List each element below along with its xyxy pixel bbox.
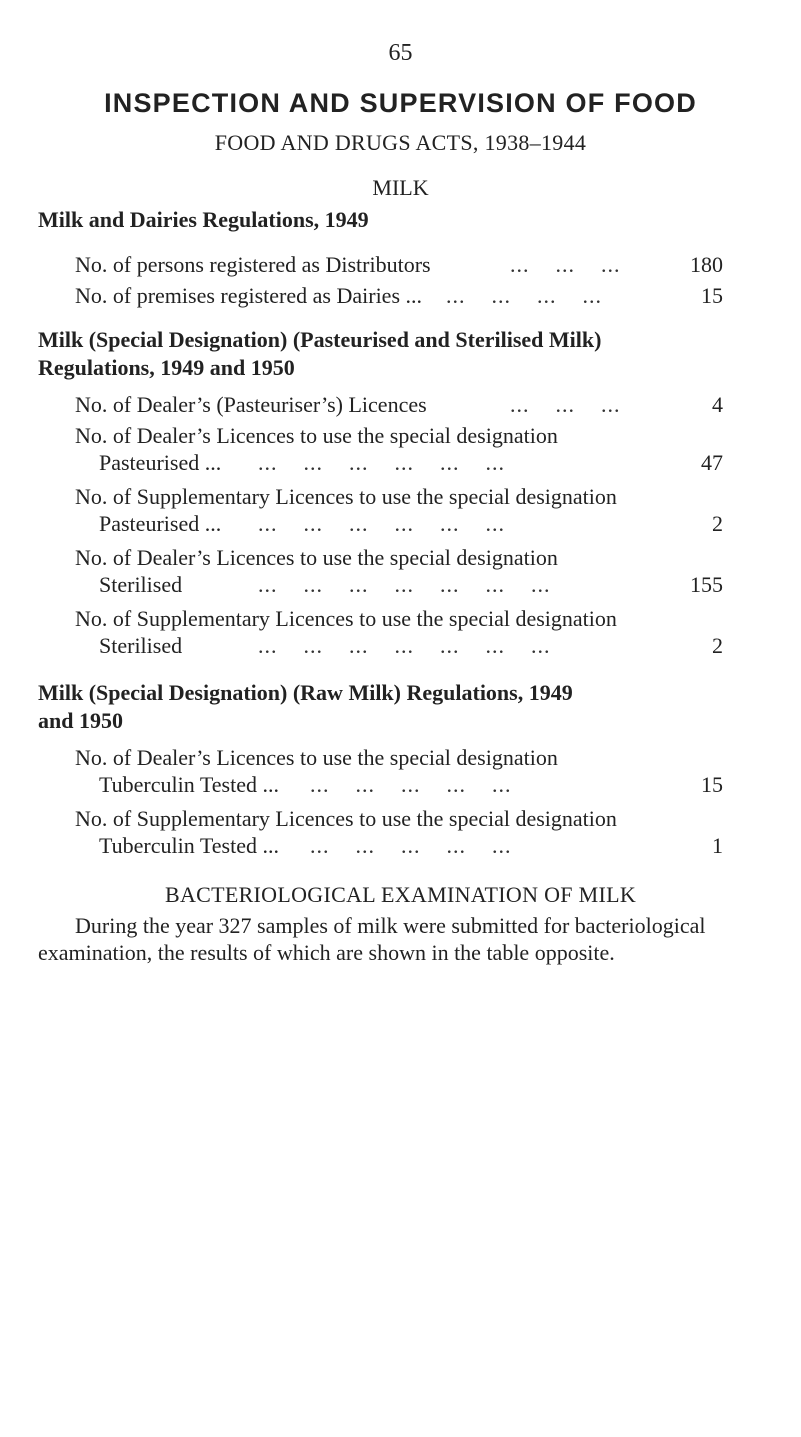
item-value: 4: [712, 392, 723, 417]
list-item-dealer-tuberculin: No. of Dealer’s Licences to use the special designation: [75, 745, 558, 770]
bacteriological-heading: BACTERIOLOGICAL EXAMINATION OF MILK: [164, 882, 637, 907]
acts-subtitle: FOOD AND DRUGS ACTS, 1938–1944: [214, 130, 587, 155]
section-heading-pasteurised: Milk (Special Designation) (Pasteurised and Sterilised Milk): [38, 327, 602, 352]
item-value: 155: [690, 572, 723, 597]
item-value: 1: [712, 833, 723, 858]
section-heading-raw-milk-cont: and 1950: [38, 708, 123, 733]
leader-dots: ... ... ... ... ... ... ...: [258, 633, 551, 658]
list-item-continuation: Pasteurised ...: [99, 511, 222, 536]
list-item-continuation: Tuberculin Tested ...: [99, 833, 279, 858]
list-item-dairies: [75, 283, 422, 309]
item-label: No. of persons registered as Distributors: [75, 252, 431, 277]
milk-subheading: MILK: [372, 175, 429, 200]
list-item-pasteuriser-licences: No. of Dealer’s (Pasteuriser’s) Licences: [75, 392, 427, 417]
list-item-distributors: [75, 252, 431, 278]
item-value-dairies: 15: [701, 283, 723, 308]
list-item-dealer-pasteurised: No. of Dealer’s Licences to use the special designation: [75, 423, 558, 448]
leader-dots: ... ... ... ... ...: [310, 772, 512, 797]
list-item-continuation: Sterilised: [99, 633, 183, 658]
list-item-supplementary-tuberculin: No. of Supplementary Licences to use the special designation: [75, 806, 617, 831]
leader-dots: ... ... ... ... ...: [310, 833, 512, 858]
leader-dots: ... ... ...: [510, 392, 621, 417]
leader-dots: ... ... ... ... ... ...: [258, 511, 505, 536]
list-item-supplementary-sterilised: No. of Supplementary Licences to use the special designation: [75, 606, 617, 631]
item-value-distributors: 180: [690, 252, 723, 277]
page-title: INSPECTION AND SUPERVISION OF FOOD: [104, 88, 697, 118]
leader-dots: ... ... ... ...: [446, 283, 602, 308]
item-value: 2: [712, 511, 723, 536]
bacteriological-paragraph-line2: examination, the results of which are shown in the table opposite.: [38, 940, 615, 965]
leader-dots: ... ... ... ... ... ...: [258, 450, 505, 475]
leader-dots: ... ... ... ... ... ... ...: [258, 572, 551, 597]
list-item-continuation: Sterilised: [99, 572, 183, 597]
page-number: 65: [388, 40, 413, 66]
item-value: 47: [701, 450, 723, 475]
section-heading-dairies: Milk and Dairies Regulations, 1949: [38, 207, 369, 232]
list-item-dealer-sterilised: No. of Dealer’s Licences to use the special designation: [75, 545, 558, 570]
bacteriological-paragraph-line1: During the year 327 samples of milk were submitted for bacteriological: [75, 913, 706, 938]
section-heading-raw-milk: Milk (Special Designation) (Raw Milk) Regulations, 1949: [38, 680, 573, 705]
list-item-supplementary-pasteurised: No. of Supplementary Licences to use the special designation: [75, 484, 617, 509]
item-value: 2: [712, 633, 723, 658]
list-item-continuation: Pasteurised ...: [99, 450, 222, 475]
section-heading-pasteurised-cont: Regulations, 1949 and 1950: [38, 355, 295, 380]
list-item-continuation: Tuberculin Tested ...: [99, 772, 279, 797]
leader-dots: ... ... ...: [510, 252, 621, 277]
item-value: 15: [701, 772, 723, 797]
item-label: No. of premises registered as Dairies ...: [75, 283, 423, 308]
